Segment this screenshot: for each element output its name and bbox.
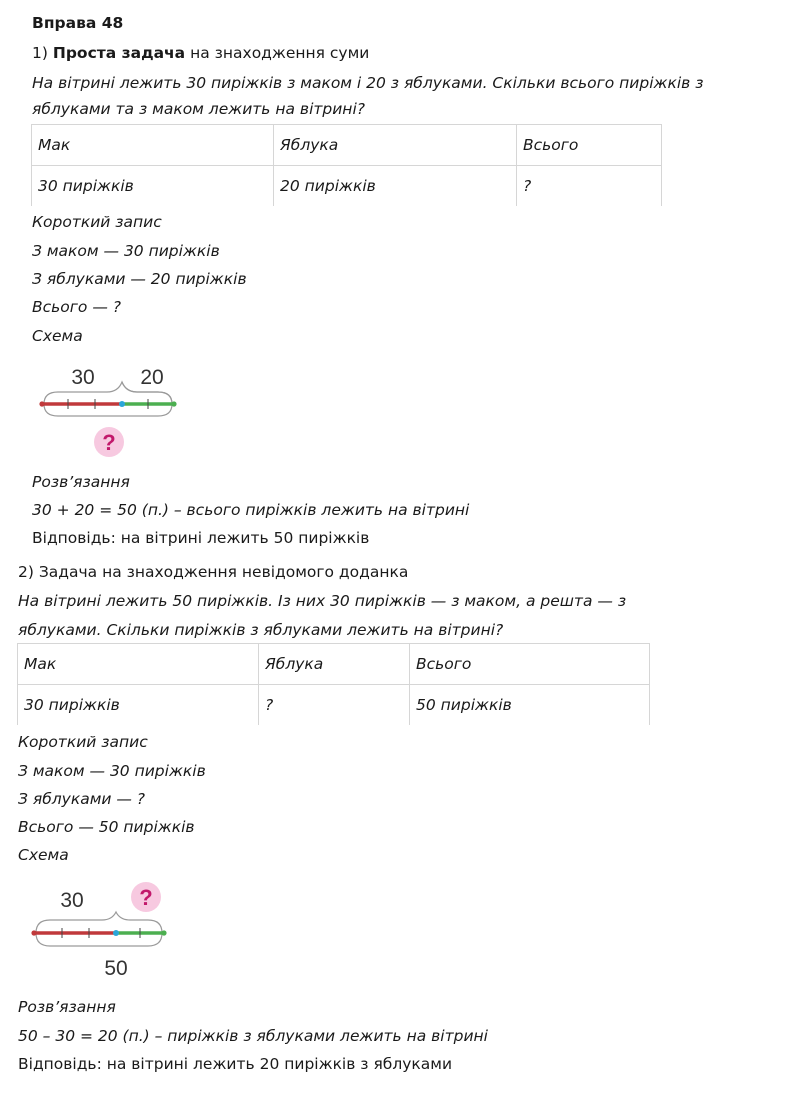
task1-number: 1) bbox=[32, 44, 48, 62]
table-cell: 30 пиріжків bbox=[18, 685, 259, 726]
table-header-cell: Мак bbox=[32, 125, 274, 166]
table-header-cell: Яблука bbox=[259, 644, 410, 685]
scheme-bottom-label: ? bbox=[102, 430, 116, 455]
task1-solution: 30 + 20 = 50 (п.) – всього пиріжків лежить на вітрині bbox=[32, 501, 470, 519]
table-header-row bbox=[32, 125, 662, 166]
task2-short-note-title: Короткий запис bbox=[18, 733, 148, 751]
scheme-point bbox=[171, 401, 176, 406]
task2-heading: 2) Задача на знаходження невідомого доданка bbox=[18, 563, 409, 581]
scheme-right-label: 20 bbox=[140, 366, 164, 389]
task1-type-bold: Проста задача bbox=[52, 44, 186, 62]
task2-short-note-line: З яблуками — ? bbox=[18, 790, 146, 808]
task1-type-rest: на знаходження суми bbox=[185, 44, 370, 62]
task1-short-note-title: Короткий запис bbox=[32, 213, 162, 231]
scheme-bottom-label: 50 bbox=[104, 957, 128, 980]
task1-solution-title: Розв’язання bbox=[32, 473, 130, 491]
task1-answer: Відповідь: на вітрині лежить 50 пиріжків bbox=[32, 529, 370, 547]
task1-scheme-diagram bbox=[36, 360, 186, 460]
table-header-cell: Всього bbox=[410, 644, 650, 685]
table-header-row bbox=[18, 644, 650, 685]
task2-short-note-line: Всього — 50 пиріжків bbox=[18, 818, 195, 836]
task2-solution: 50 – 30 = 20 (п.) – пиріжків з яблуками лежить на вітрині bbox=[18, 1027, 488, 1045]
table-cell: 20 пиріжків bbox=[274, 166, 517, 207]
task2-solution-title: Розв’язання bbox=[18, 998, 116, 1016]
table-cell: ? bbox=[517, 166, 662, 207]
scheme-point bbox=[39, 401, 44, 406]
scheme-point bbox=[119, 401, 125, 407]
task1-table bbox=[31, 124, 662, 206]
scheme-bottom-brace bbox=[44, 404, 172, 416]
scheme-left-label: 30 bbox=[60, 889, 84, 912]
task2-table bbox=[17, 643, 650, 725]
table-cell: 30 пиріжків bbox=[32, 166, 274, 207]
table-header-cell: Мак bbox=[18, 644, 259, 685]
task1-short-note-line: З яблуками — 20 пиріжків bbox=[32, 270, 247, 288]
task1-heading bbox=[32, 42, 369, 64]
task1-short-note-line: Всього — ? bbox=[32, 298, 121, 316]
task2-condition-line2: яблуками. Скільки пиріжків з яблуками лежить на вітрині? bbox=[18, 621, 504, 639]
task1-short-note-line: З маком — 30 пиріжків bbox=[32, 242, 220, 260]
table-header-cell: Всього bbox=[517, 125, 662, 166]
table-cell: ? bbox=[259, 685, 410, 726]
scheme-left-label: 30 bbox=[71, 366, 95, 389]
task1-condition-line1: На вітрині лежить 30 пиріжків з маком і 20 з яблуками. Скільки всього пиріжків з bbox=[32, 74, 704, 92]
task2-short-note-line: З маком — 30 пиріжків bbox=[18, 762, 206, 780]
exercise-title: Вправа 48 bbox=[32, 14, 124, 32]
scheme-top-brace bbox=[36, 912, 162, 933]
task2-answer: Відповідь: на вітрині лежить 20 пиріжків з яблуками bbox=[18, 1055, 453, 1073]
task2-scheme-title: Схема bbox=[18, 846, 69, 864]
scheme-bottom-brace bbox=[36, 933, 162, 946]
table-row bbox=[32, 166, 662, 207]
scheme-point bbox=[161, 930, 166, 935]
task2-scheme-diagram bbox=[30, 880, 180, 985]
scheme-right-label: ? bbox=[139, 885, 153, 910]
task1-condition-line2: яблуками та з маком лежить на вітрині? bbox=[32, 100, 365, 118]
scheme-point bbox=[113, 930, 119, 936]
table-row bbox=[18, 685, 650, 726]
table-cell: 50 пиріжків bbox=[410, 685, 650, 726]
scheme-point bbox=[31, 930, 36, 935]
task2-condition-line1: На вітрині лежить 50 пиріжків. Із них 30 пиріжків — з маком, а решта — з bbox=[18, 592, 627, 610]
task1-scheme-title: Схема bbox=[32, 327, 83, 345]
table-header-cell: Яблука bbox=[274, 125, 517, 166]
